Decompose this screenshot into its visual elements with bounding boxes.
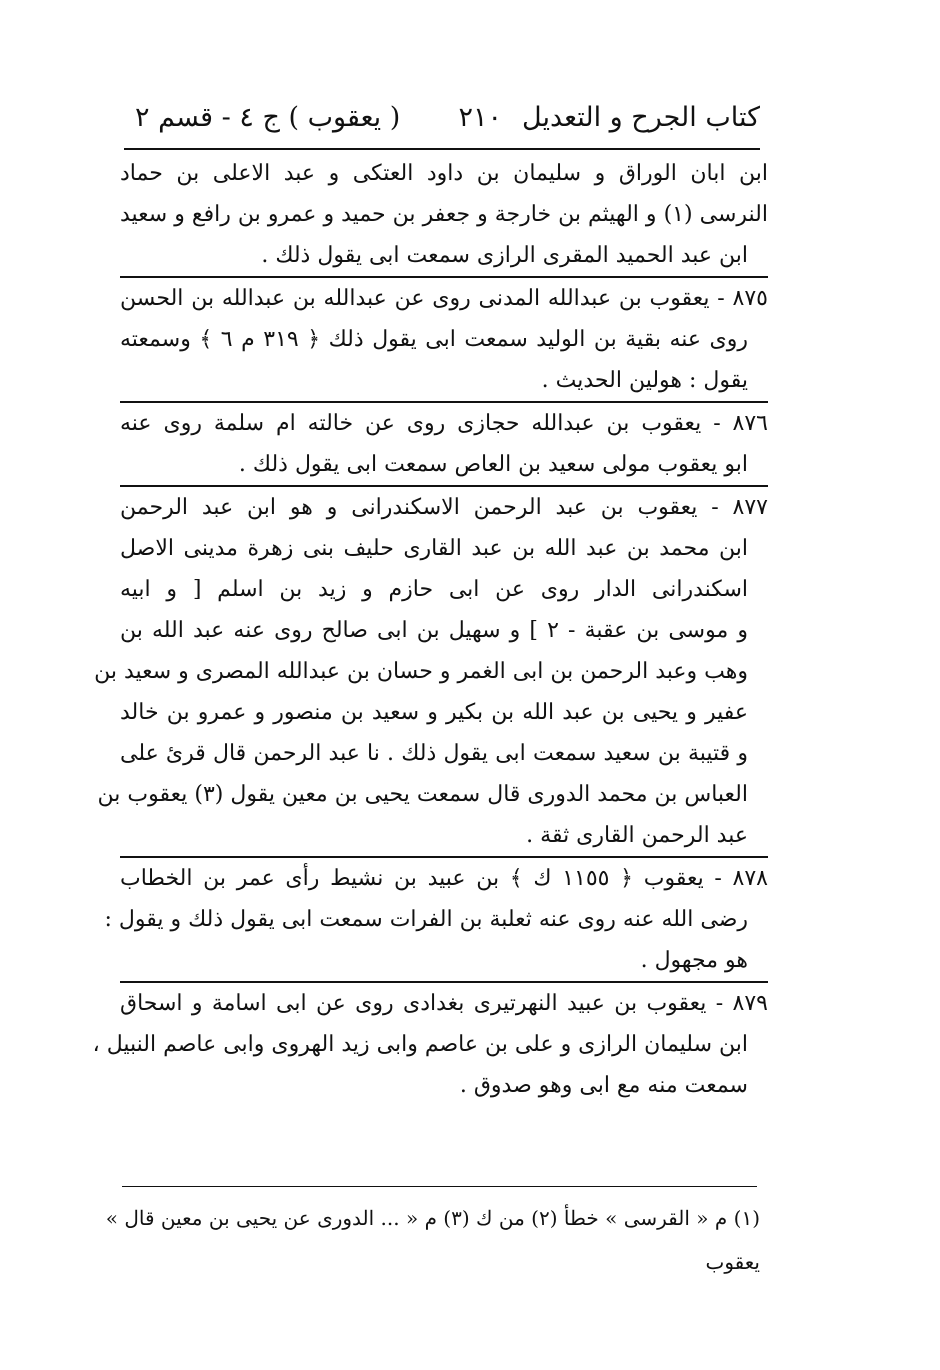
text-line: ٨٧٦ - يعقوب بن عبدالله حجازى روى عن خالته ام سلمة روى عنه bbox=[120, 411, 768, 436]
entry-875 bbox=[120, 278, 768, 401]
text-line: ابن ابان الوراق و سليمان بن داود العتكى و عبد الاعلى بن حماد bbox=[120, 161, 768, 186]
text-line: هو مجهول . bbox=[640, 948, 748, 973]
text-line: اسكندرانى الدار روى عن ابى حازم و زيد بن اسلم [ و ابيه bbox=[120, 577, 748, 602]
footnote-rule bbox=[122, 1186, 757, 1187]
text-line: روى عنه بقية بن الوليد سمعت ابى يقول ذلك ﴿ ٣١٩ م ٦ ﴾ وسمعته bbox=[120, 327, 749, 352]
text-line: ابن محمد بن عبد الله بن عبد القارى حليف بنى زهرة مدينى الاصل bbox=[120, 536, 748, 561]
footnotes bbox=[105, 1196, 760, 1284]
page-header bbox=[135, 96, 760, 140]
text-line: يقول : هولين الحديث . bbox=[541, 368, 748, 393]
entry-877 bbox=[94, 487, 768, 856]
text-line: ٨٧٩ - يعقوب بن عبيد النهرتيرى بغدادى روى عن ابى اسامة و اسحاق bbox=[120, 991, 768, 1016]
main-text bbox=[92, 153, 768, 1106]
page-number: ٢١٠ bbox=[458, 102, 502, 133]
entry-879 bbox=[92, 983, 768, 1106]
section-label: ( يعقوب ) ج ٤ - قسم ٢ bbox=[135, 102, 401, 133]
header-rule bbox=[124, 148, 760, 150]
text-line: ٨٧٧ - يعقوب بن عبد الرحمن الاسكندرانى و هو ابن عبد الرحمن bbox=[120, 495, 768, 520]
text-line: رضى الله عنه روى عنه ثعلبة بن الفرات سمعت ابى يقول ذلك و يقول : bbox=[104, 907, 748, 932]
text-line: ٨٧٥ - يعقوب بن عبدالله المدنى روى عن عبدالله بن عبدالله بن الحسن bbox=[120, 286, 768, 311]
text-line: و قتيبة بن سعيد سمعت ابى يقول ذلك . نا عبد الرحمن قال قرئ على bbox=[120, 741, 748, 766]
text-line: سمعت منه مع ابى وهو صدوق . bbox=[459, 1073, 748, 1098]
text-line: ابن سليمان الرازى و على بن عاصم وابى زيد الهروى وابى عاصم النبيل ، bbox=[92, 1032, 748, 1057]
text-line: ابو يعقوب مولى سعيد بن العاص سمعت ابى يقول ذلك . bbox=[238, 452, 748, 477]
footnote-line: (١) م « القرسى » خطأ (٢) من ك (٣) م « ... الدورى عن يحيى بن معين قال » bbox=[105, 1206, 760, 1230]
entry-876 bbox=[120, 403, 768, 485]
entry-continuation bbox=[120, 153, 768, 276]
footnote-line: يعقوب bbox=[705, 1250, 760, 1274]
text-line: العباس بن محمد الدورى قال سمعت يحيى بن معين يقول (٣) يعقوب بن bbox=[97, 782, 748, 807]
text-line: ابن عبد الحميد المقرى الرازى سمعت ابى يقول ذلك . bbox=[261, 243, 748, 268]
text-line: وهب وعبد الرحمن بن ابى الغمر و حسان بن عبدالله المصرى و سعيد بن bbox=[94, 659, 748, 684]
text-line: عبد الرحمن القارى ثقة . bbox=[526, 823, 748, 848]
entry-878 bbox=[104, 858, 768, 981]
book-title: كتاب الجرح و التعديل bbox=[522, 102, 760, 133]
text-line: ٨٧٨ - يعقوب ﴿ ١١٥٥ ك ﴾ بن عبيد بن نشيط رأى عمر بن الخطاب bbox=[120, 866, 768, 891]
text-line: النرسى (١) و الهيثم بن خارجة و جعفر بن حميد و عمرو بن رافع و سعيد bbox=[120, 202, 768, 227]
text-line: عفير و يحيى بن عبد الله بن بكير و سعيد بن منصور و عمرو بن خالد bbox=[120, 700, 748, 725]
text-line: و موسى بن عقبة - ٢ ] و سهيل بن ابى صالح روى عنه عبد الله بن bbox=[120, 618, 748, 643]
